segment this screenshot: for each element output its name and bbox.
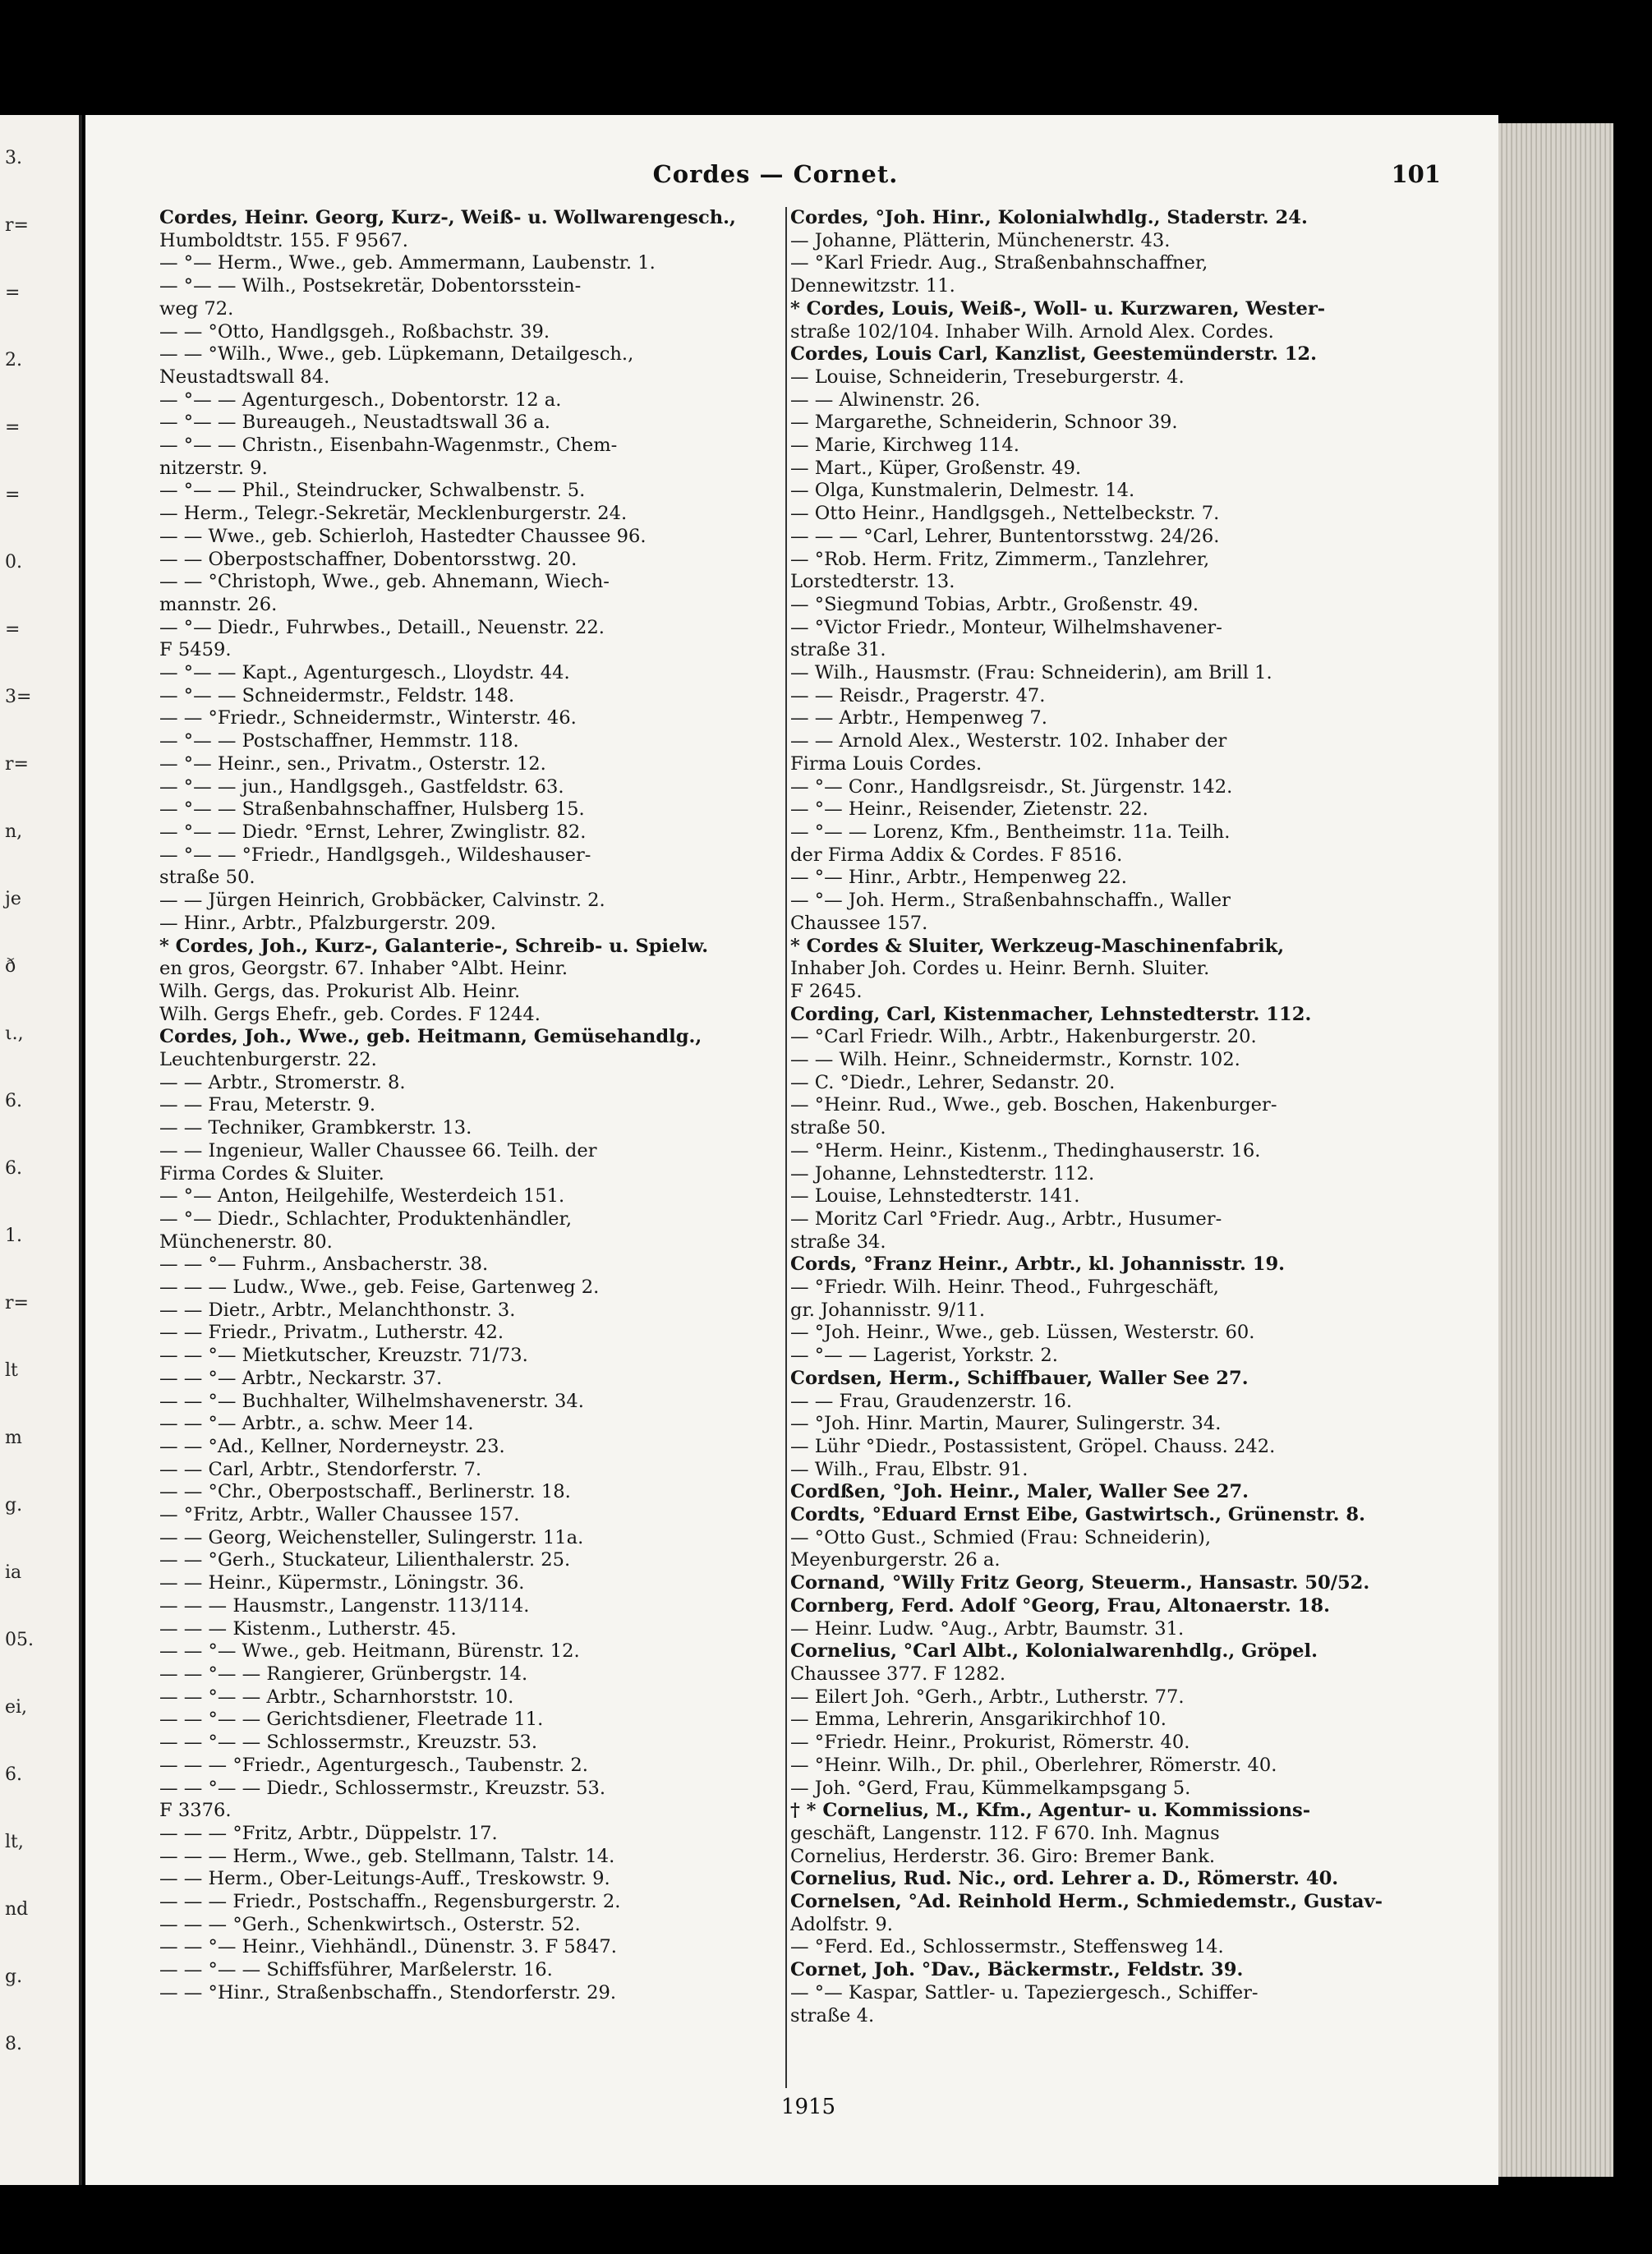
- directory-entry-line: — — Georg, Weichensteller, Sulingerstr. 11a.: [159, 1526, 584, 1548]
- directory-entry-line: — °— — Kapt., Agenturgesch., Lloydstr. 44.: [159, 662, 570, 684]
- directory-entry-line: Cornelius, Herderstr. 36. Giro: Bremer Bank.: [790, 1845, 1216, 1867]
- directory-entry-line: — °Friedr. Heinr., Prokurist, Römerstr. 40.: [790, 1732, 1190, 1754]
- directory-entry-line: — Johanne, Lehnstedterstr. 112.: [790, 1162, 1095, 1184]
- directory-entry-line: — °Heinr. Wilh., Dr. phil., Oberlehrer, Römerstr. 40.: [790, 1754, 1277, 1776]
- directory-entry-line: — — — Kistenm., Lutherstr. 45.: [159, 1617, 457, 1640]
- previous-page-fragment: =: [5, 485, 21, 505]
- directory-entry-line: Neustadtswall 84.: [159, 366, 330, 388]
- directory-entry-line: — °Friedr. Wilh. Heinr. Theod., Fuhrgeschäft,: [790, 1276, 1219, 1299]
- directory-entry-line: — °— — Lorenz, Kfm., Bentheimstr. 11a. Teilh.: [790, 821, 1231, 843]
- directory-entry-line: Cordes, °Joh. Hinr., Kolonialwhdlg., Staderstr. 24.: [790, 207, 1308, 228]
- directory-entry-line: — Lühr °Diedr., Postassistent, Gröpel. Chauss. 242.: [790, 1435, 1276, 1457]
- page-number: 101: [1391, 160, 1441, 188]
- directory-entry-line: — Hinr., Arbtr., Pfalzburgerstr. 209.: [159, 912, 496, 934]
- directory-entry-line: — — Friedr., Privatm., Lutherstr. 42.: [159, 1322, 504, 1344]
- previous-page-fragment: 6.: [5, 1158, 22, 1179]
- previous-page-fragment: 6.: [5, 1091, 22, 1111]
- previous-page-fragment: 2.: [5, 350, 22, 370]
- previous-page-fragment: nd: [5, 1899, 29, 1920]
- footer-year: 1915: [780, 2095, 836, 2119]
- directory-entry-line: Cornelius, Rud. Nic., ord. Lehrer a. D., Römerstr. 40.: [790, 1868, 1339, 1890]
- directory-entry-line: Cornelius, °Carl Albt., Kolonialwarenhdlg., Gröpel.: [790, 1640, 1318, 1663]
- directory-entry-line: — — °— — Rangierer, Grünbergstr. 14.: [159, 1663, 528, 1685]
- directory-entry-line: F 2645.: [790, 980, 863, 1002]
- directory-entry-line: straße 31.: [790, 639, 886, 661]
- directory-entry-line: — — — °Carl, Lehrer, Buntentorsstwg. 24/26.: [790, 525, 1220, 547]
- directory-entry-line: mannstr. 26.: [159, 593, 278, 615]
- directory-entry-line: — — — Herm., Wwe., geb. Stellmann, Talstr. 14.: [159, 1845, 615, 1867]
- directory-entry-line: — — Ingenieur, Waller Chaussee 66. Teilh. der: [159, 1139, 597, 1162]
- page-footer: [85, 2095, 1498, 2119]
- directory-entry-line: — — Herm., Ober-Leitungs-Auff., Treskowstr. 9.: [159, 1868, 610, 1890]
- previous-page-fragment: =: [5, 283, 21, 303]
- previous-page-fragment: 6.: [5, 1764, 22, 1785]
- directory-entry-line: — — Carl, Arbtr., Stendorferstr. 7.: [159, 1458, 482, 1480]
- directory-entry-line: — — Frau, Meterstr. 9.: [159, 1094, 376, 1116]
- directory-entry-line: * Cordes & Sluiter, Werkzeug-Maschinenfabrik,: [790, 935, 1285, 957]
- directory-entry-line: — Herm., Telegr.-Sekretär, Mecklenburgerstr. 24.: [159, 503, 628, 525]
- previous-page-fragment: lt,: [5, 1832, 24, 1852]
- directory-entry-line: Chaussee 157.: [790, 912, 928, 934]
- previous-page-fragment: ι.,: [5, 1024, 24, 1044]
- directory-entry-line: — — — °Gerh., Schenkwirtsch., Osterstr. 52.: [159, 1913, 581, 1935]
- directory-entry-line: Lorstedterstr. 13.: [790, 571, 955, 593]
- directory-entry-line: straße 50.: [159, 867, 255, 889]
- previous-page-fragment: m: [5, 1428, 22, 1448]
- directory-entry-line: — °— — Diedr. °Ernst, Lehrer, Zwinglistr. 82.: [159, 821, 587, 843]
- book-page-edges: [1498, 123, 1613, 2177]
- column-divider: [785, 207, 787, 2088]
- directory-entry-line: — — °— Mietkutscher, Kreuzstr. 71/73.: [159, 1345, 528, 1367]
- directory-entry-line: Cordes, Joh., Wwe., geb. Heitmann, Gemüsehandlg.,: [159, 1026, 702, 1048]
- directory-entry-line: — °— Herm., Wwe., geb. Ammermann, Laubenstr. 1.: [159, 252, 656, 274]
- directory-entry-line: — °— Heinr., Reisender, Zietenstr. 22.: [790, 798, 1148, 821]
- previous-page-fragment: g.: [5, 1966, 23, 1987]
- previous-page-fragment: 0.: [5, 552, 22, 573]
- directory-entry-line: * Cordes, Joh., Kurz-, Galanterie-, Schreib- u. Spielw.: [159, 935, 709, 957]
- directory-entry-line: — °— — Lagerist, Yorkstr. 2.: [790, 1345, 1058, 1367]
- directory-entry-line: — °— — Bureaugeh., Neustadtswall 36 a.: [159, 412, 550, 434]
- directory-entry-line: straße 34.: [790, 1230, 886, 1253]
- page-header: [85, 160, 1498, 193]
- directory-entry-line: — — Oberpostschaffner, Dobentorsstwg. 20.: [159, 548, 578, 570]
- directory-entry-line: der Firma Addix & Cordes. F 8516.: [790, 844, 1123, 866]
- right-column: [790, 207, 1489, 2113]
- directory-entry-line: — — — Hausmstr., Langenstr. 113/114.: [159, 1594, 530, 1617]
- directory-entry-line: — °— — Agenturgesch., Dobentorstr. 12 a.: [159, 389, 562, 411]
- directory-entry-line: Cording, Carl, Kistenmacher, Lehnstedterstr. 112.: [790, 1003, 1312, 1025]
- directory-entry-line: — — °— Buchhalter, Wilhelmshavenerstr. 34.: [159, 1390, 584, 1412]
- directory-entry-line: — Margarethe, Schneiderin, Schnoor 39.: [790, 412, 1178, 434]
- directory-entry-line: — Moritz Carl °Friedr. Aug., Arbtr., Husumer-: [790, 1208, 1222, 1230]
- directory-entry-line: — — Alwinenstr. 26.: [790, 389, 981, 411]
- directory-entry-line: — °Joh. Heinr., Wwe., geb. Lüssen, Westerstr. 60.: [790, 1322, 1255, 1344]
- directory-entry-line: — — Heinr., Küpermstr., Löningstr. 36.: [159, 1572, 525, 1594]
- directory-entry-line: — Heinr. Ludw. °Aug., Arbtr, Baumstr. 31.: [790, 1617, 1185, 1640]
- directory-entry-line: — °Victor Friedr., Monteur, Wilhelmshavener-: [790, 616, 1222, 638]
- directory-entry-line: Cornberg, Ferd. Adolf °Georg, Frau, Altonaerstr. 18.: [790, 1594, 1330, 1617]
- directory-entry-line: — — °Wilh., Wwe., geb. Lüpkemann, Detailgesch.,: [159, 343, 634, 366]
- directory-entry-line: — °— — jun., Handlgsgeh., Gastfeldstr. 63.: [159, 775, 564, 798]
- directory-entry-line: — — °— Fuhrm., Ansbacherstr. 38.: [159, 1254, 489, 1276]
- directory-entry-line: Chaussee 377. F 1282.: [790, 1663, 1006, 1685]
- directory-entry-line: straße 50.: [790, 1117, 886, 1139]
- directory-entry-line: Inhaber Joh. Cordes u. Heinr. Bernh. Sluiter.: [790, 958, 1210, 980]
- directory-entry-line: — °— Diedr., Schlachter, Produktenhändler,: [159, 1208, 573, 1230]
- directory-entry-line: — °— — Schneidermstr., Feldstr. 148.: [159, 684, 515, 706]
- previous-page-fragment: 3=: [5, 687, 32, 707]
- directory-entry-line: — — °Chr., Oberpostschaff., Berlinerstr. 18.: [159, 1481, 571, 1503]
- directory-entry-line: straße 4.: [790, 2004, 875, 2026]
- directory-entry-line: — — °— — Arbtr., Scharnhorststr. 10.: [159, 1686, 514, 1708]
- directory-entry-line: nitzerstr. 9.: [159, 457, 268, 479]
- directory-entry-line: — — °— Arbtr., Neckarstr. 37.: [159, 1367, 443, 1389]
- previous-page-fragment: r=: [5, 215, 29, 236]
- directory-entry-line: — °— — Straßenbahnschaffner, Hulsberg 15.: [159, 798, 585, 821]
- directory-entry-line: Cornelsen, °Ad. Reinhold Herm., Schmiedemstr., Gustav-: [790, 1891, 1383, 1913]
- directory-entry-line: Humboldtstr. 155. F 9567.: [159, 229, 408, 251]
- previous-page-fragment: n,: [5, 821, 23, 842]
- previous-page-fragment: 1.: [5, 1226, 22, 1246]
- directory-entry-line: — °— Anton, Heilgehilfe, Westerdeich 151.: [159, 1185, 565, 1208]
- previous-page-fragment: ð: [5, 956, 16, 977]
- directory-entry-line: — °— Hinr., Arbtr., Hempenweg 22.: [790, 867, 1127, 889]
- directory-entry-line: — Otto Heinr., Handlgsgeh., Nettelbeckstr. 7.: [790, 503, 1220, 525]
- directory-entry-line: — — Wwe., geb. Schierloh, Hastedter Chaussee 96.: [159, 525, 647, 547]
- directory-entry-line: — — °Christoph, Wwe., geb. Ahnemann, Wiech-: [159, 571, 610, 593]
- directory-entry-line: — Wilh., Frau, Elbstr. 91.: [790, 1458, 1028, 1480]
- directory-entry-line: — °Herm. Heinr., Kistenm., Thedinghauserstr. 16.: [790, 1139, 1261, 1162]
- directory-entry-line: — °Karl Friedr. Aug., Straßenbahnschaffner,: [790, 252, 1208, 274]
- directory-entry-line: — Johanne, Plätterin, Münchenerstr. 43.: [790, 229, 1171, 251]
- directory-entry-line: straße 102/104. Inhaber Wilh. Arnold Alex. Cordes.: [790, 320, 1274, 343]
- previous-page-fragment: lt: [5, 1360, 18, 1381]
- directory-entry-line: — — Dietr., Arbtr., Melanchthonstr. 3.: [159, 1299, 516, 1321]
- directory-entry-line: Firma Cordes & Sluiter.: [159, 1162, 384, 1184]
- directory-entry-line: — °Rob. Herm. Fritz, Zimmerm., Tanzlehrer,: [790, 548, 1210, 570]
- directory-entry-line: — — Techniker, Grambkerstr. 13.: [159, 1117, 472, 1139]
- directory-entry-line: † * Cornelius, M., Kfm., Agentur- u. Kommissions-: [790, 1800, 1311, 1822]
- previous-page-fragment: r=: [5, 1293, 29, 1313]
- directory-entry-line: — — Jürgen Heinrich, Grobbäcker, Calvinstr. 2.: [159, 890, 605, 912]
- directory-entry-line: — °— — Wilh., Postsekretär, Dobentorsstein-: [159, 275, 582, 297]
- directory-entry-line: — — °Gerh., Stuckateur, Lilienthalerstr. 25.: [159, 1549, 571, 1571]
- directory-entry-line: — — °Friedr., Schneidermstr., Winterstr. 46.: [159, 707, 577, 729]
- directory-entry-line: — — — °Friedr., Agenturgesch., Taubenstr. 2.: [159, 1754, 588, 1776]
- directory-entry-line: — — °— Arbtr., a. schw. Meer 14.: [159, 1413, 474, 1435]
- previous-page-fragment: je: [5, 889, 21, 909]
- previous-page-fragment: 8.: [5, 2034, 22, 2054]
- previous-page-fragment: =: [5, 619, 21, 640]
- directory-entry-line: — °— Heinr., sen., Privatm., Osterstr. 12.: [159, 752, 546, 775]
- directory-entry-line: — Marie, Kirchweg 114.: [790, 435, 1019, 457]
- directory-entry-line: geschäft, Langenstr. 112. F 670. Inh. Magnus: [790, 1822, 1220, 1844]
- directory-entry-line: Wilh. Gergs, das. Prokurist Alb. Heinr.: [159, 980, 521, 1002]
- directory-entry-line: Cordts, °Eduard Ernst Eibe, Gastwirtsch., Grünenstr. 8.: [790, 1504, 1365, 1526]
- directory-entry-line: — Louise, Lehnstedterstr. 141.: [790, 1185, 1080, 1208]
- directory-entry-line: Firma Louis Cordes.: [790, 752, 982, 775]
- directory-entry-line: Meyenburgerstr. 26 a.: [790, 1549, 1001, 1571]
- directory-entry-line: — — °Hinr., Straßenbschaffn., Stendorferstr. 29.: [159, 1981, 617, 2003]
- directory-entry-line: — C. °Diedr., Lehrer, Sedanstr. 20.: [790, 1071, 1116, 1093]
- directory-entry-line: Cordes, Heinr. Georg, Kurz-, Weiß- u. Wollwarengesch.,: [159, 207, 736, 228]
- directory-entry-line: — °— Diedr., Fuhrwbes., Detaill., Neuenstr. 22.: [159, 616, 605, 638]
- previous-page-fragment: ei,: [5, 1697, 28, 1718]
- directory-entry-line: — — °— — Schlossermstr., Kreuzstr. 53.: [159, 1732, 538, 1754]
- directory-entry-line: — °Joh. Hinr. Martin, Maurer, Sulingerstr. 34.: [790, 1413, 1222, 1435]
- directory-entry-line: — °— — °Friedr., Handlgsgeh., Wildeshauser-: [159, 844, 591, 866]
- directory-entry-line: — — Reisdr., Pragerstr. 47.: [790, 684, 1046, 706]
- directory-entry-line: — Louise, Schneiderin, Treseburgerstr. 4.: [790, 366, 1185, 388]
- directory-entry-line: — °— Conr., Handlgsreisdr., St. Jürgenstr. 142.: [790, 775, 1233, 798]
- directory-entry-line: — — °— — Diedr., Schlossermstr., Kreuzstr. 53.: [159, 1777, 606, 1799]
- directory-entry-line: — °— Kaspar, Sattler- u. Tapeziergesch., Schiffer-: [790, 1981, 1259, 2003]
- directory-entry-line: — °Heinr. Rud., Wwe., geb. Boschen, Hakenburger-: [790, 1094, 1277, 1116]
- directory-entry-line: — — — Friedr., Postschaffn., Regensburgerstr. 2.: [159, 1891, 621, 1913]
- directory-entry-line: Cordes, Louis Carl, Kanzlist, Geestemünderstr. 12.: [790, 343, 1317, 366]
- running-title: Cordes — Cornet.: [652, 160, 899, 188]
- directory-entry-line: — Emma, Lehrerin, Ansgarikirchhof 10.: [790, 1709, 1167, 1731]
- directory-entry-line: — — °— — Gerichtsdiener, Fleetrade 11.: [159, 1709, 544, 1731]
- directory-entry-line: — — °— — Schiffsführer, Marßelerstr. 16.: [159, 1959, 553, 1981]
- previous-page-fragment: g.: [5, 1495, 23, 1516]
- directory-entry-line: * Cordes, Louis, Weiß-, Woll- u. Kurzwaren, Wester-: [790, 297, 1326, 320]
- directory-entry-line: — — — Ludw., Wwe., geb. Feise, Gartenweg 2.: [159, 1276, 600, 1299]
- directory-entry-line: — Mart., Küper, Großenstr. 49.: [790, 457, 1082, 479]
- directory-entry-line: F 5459.: [159, 639, 232, 661]
- previous-page-fragment: r=: [5, 754, 29, 775]
- directory-entry-line: — Wilh., Hausmstr. (Frau: Schneiderin), am Brill 1.: [790, 662, 1272, 684]
- directory-entry-line: Dennewitzstr. 11.: [790, 275, 955, 297]
- directory-entry-line: — — Arnold Alex., Westerstr. 102. Inhaber der: [790, 730, 1227, 752]
- directory-entry-line: Wilh. Gergs Ehefr., geb. Cordes. F 1244.: [159, 1003, 541, 1025]
- left-column: [159, 207, 826, 2113]
- previous-page-fragment: 05.: [5, 1630, 34, 1650]
- directory-entry-line: — Olga, Kunstmalerin, Delmestr. 14.: [790, 480, 1135, 502]
- directory-entry-line: Cornet, Joh. °Dav., Bäckermstr., Feldstr. 39.: [790, 1959, 1244, 1981]
- directory-entry-line: — — °— Wwe., geb. Heitmann, Bürenstr. 12.: [159, 1640, 580, 1663]
- directory-entry-line: — — °— Heinr., Viehhändl., Dünenstr. 3. F 5847.: [159, 1936, 617, 1958]
- previous-page-fragment: ia: [5, 1562, 22, 1583]
- directory-entry-line: en gros, Georgstr. 67. Inhaber °Albt. Heinr.: [159, 958, 568, 980]
- directory-entry-line: — °— — Postschaffner, Hemmstr. 118.: [159, 730, 519, 752]
- directory-entry-line: — — Frau, Graudenzerstr. 16.: [790, 1390, 1073, 1412]
- directory-entry-line: — — — °Fritz, Arbtr., Düppelstr. 17.: [159, 1822, 498, 1844]
- directory-entry-line: — Eilert Joh. °Gerh., Arbtr., Lutherstr. 77.: [790, 1686, 1185, 1708]
- directory-entry-line: weg 72.: [159, 297, 234, 320]
- directory-entry-line: gr. Johannisstr. 9/11.: [790, 1299, 986, 1321]
- directory-entry-line: — — Arbtr., Stromerstr. 8.: [159, 1071, 406, 1093]
- directory-entry-line: Leuchtenburgerstr. 22.: [159, 1049, 377, 1071]
- directory-entry-line: — °Fritz, Arbtr., Waller Chaussee 157.: [159, 1504, 520, 1526]
- previous-page-fragment: 3.: [5, 148, 22, 168]
- directory-entry-line: — — °Ad., Kellner, Norderneystr. 23.: [159, 1435, 505, 1457]
- directory-entry-line: — °Carl Friedr. Wilh., Arbtr., Hakenburgerstr. 20.: [790, 1026, 1257, 1048]
- directory-entry-line: Cords, °Franz Heinr., Arbtr., kl. Johannisstr. 19.: [790, 1254, 1286, 1276]
- directory-entry-line: Adolfstr. 9.: [790, 1913, 893, 1935]
- previous-page-fragment: =: [5, 417, 21, 438]
- directory-entry-line: Cordsen, Herm., Schiffbauer, Waller See 27.: [790, 1367, 1249, 1389]
- directory-entry-line: F 3376.: [159, 1800, 232, 1822]
- directory-entry-line: Cordßen, °Joh. Heinr., Maler, Waller See 27.: [790, 1481, 1249, 1503]
- previous-page-edge: [0, 115, 82, 2185]
- directory-entry-line: — — Wilh. Heinr., Schneidermstr., Kornstr. 102.: [790, 1049, 1240, 1071]
- directory-entry-line: — — Arbtr., Hempenweg 7.: [790, 707, 1047, 729]
- directory-entry-line: — °Otto Gust., Schmied (Frau: Schneiderin),: [790, 1526, 1212, 1548]
- directory-entry-line: — °Ferd. Ed., Schlossermstr., Steffensweg 14.: [790, 1936, 1224, 1958]
- directory-entry-line: — °Siegmund Tobias, Arbtr., Großenstr. 49.: [790, 593, 1199, 615]
- directory-entry-line: Cornand, °Willy Fritz Georg, Steuerm., Hansastr. 50/52.: [790, 1572, 1370, 1594]
- directory-page: [85, 115, 1498, 2185]
- directory-entry-line: — °— — Christn., Eisenbahn-Wagenmstr., Chem-: [159, 435, 618, 457]
- directory-entry-line: Münchenerstr. 80.: [159, 1230, 333, 1253]
- directory-entry-line: — Joh. °Gerd, Frau, Kümmelkampsgang 5.: [790, 1777, 1191, 1799]
- directory-entry-line: — °— — Phil., Steindrucker, Schwalbenstr. 5.: [159, 480, 586, 502]
- directory-entry-line: — °— Joh. Herm., Straßenbahnschaffn., Waller: [790, 890, 1231, 912]
- directory-entry-line: — — °Otto, Handlgsgeh., Roßbachstr. 39.: [159, 320, 550, 343]
